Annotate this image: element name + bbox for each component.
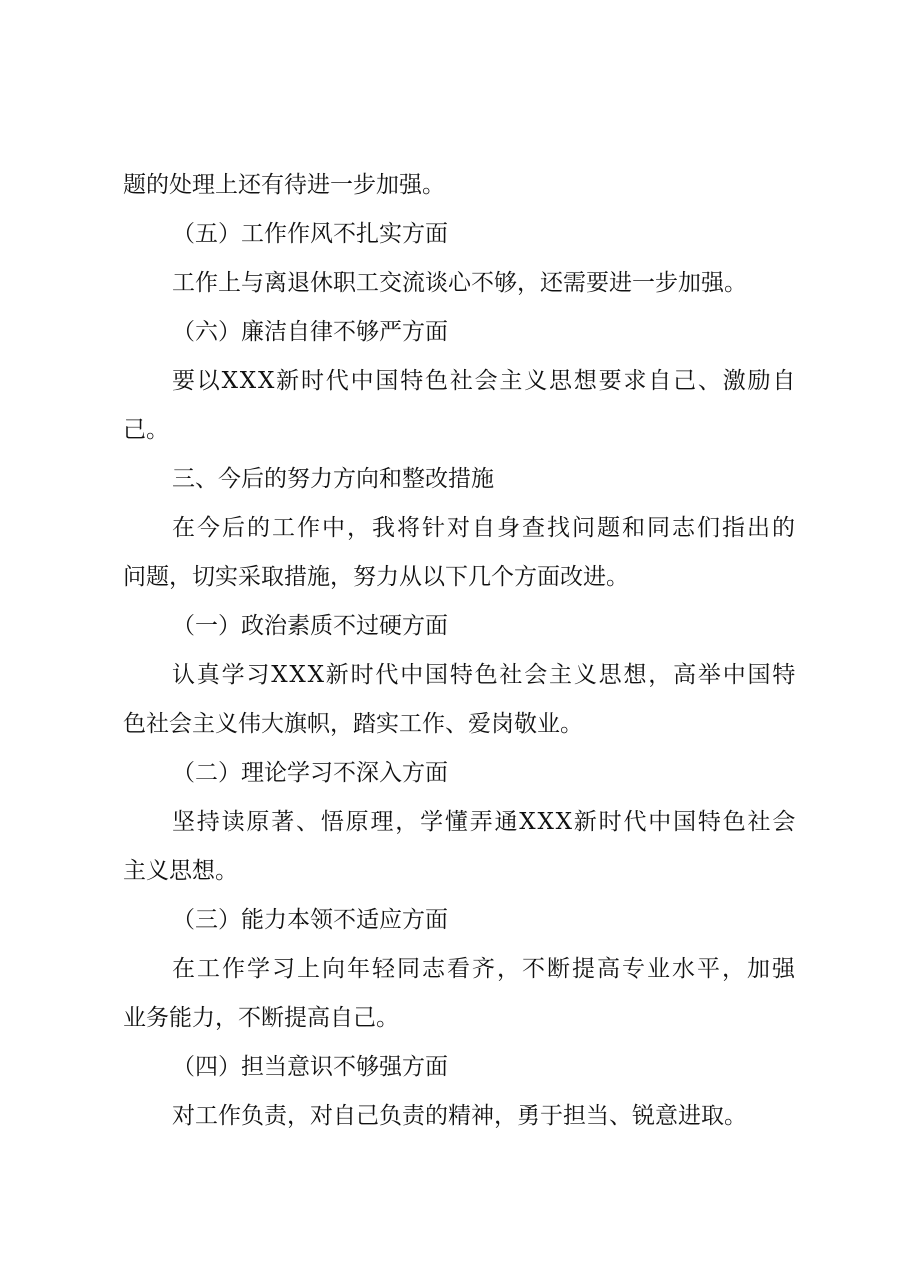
paragraph-line: 对工作负责，对自己负责的精神，勇于担当、锐意进取。 <box>172 1103 747 1129</box>
paragraph-line: 坚持读原著、悟原理，学懂弄通XXX新时代中国特色社会 <box>172 809 798 835</box>
section-heading-6: （六）廉洁自律不够严方面 <box>172 319 448 345</box>
paragraph-line: 认真学习XXX新时代中国特色社会主义思想，高举中国特 <box>172 662 798 688</box>
paragraph-line: 主义思想。 <box>123 858 238 884</box>
section-heading-1: （一）政治素质不过硬方面 <box>172 613 448 639</box>
section-heading-5: （五）工作作风不扎实方面 <box>172 221 448 247</box>
paragraph-line: 己。 <box>123 417 169 443</box>
paragraph-line: 业务能力，不断提高自己。 <box>123 1005 399 1031</box>
paragraph-line: 在工作学习上向年轻同志看齐，不断提高专业水平，加强 <box>172 956 797 982</box>
paragraph-line: 在今后的工作中，我将针对自身查找问题和同志们指出的 <box>172 515 797 541</box>
chapter-heading-3: 三、今后的努力方向和整改措施 <box>172 466 494 492</box>
section-heading-4: （四）担当意识不够强方面 <box>172 1054 448 1080</box>
section-heading-2: （二）理论学习不深入方面 <box>172 760 448 786</box>
paragraph-line: 色社会主义伟大旗帜，踏实工作、爱岗敬业。 <box>123 711 583 737</box>
paragraph-line: 要以XXX新时代中国特色社会主义思想要求自己、激励自 <box>172 368 798 394</box>
paragraph-line: 问题，切实采取措施，努力从以下几个方面改进。 <box>123 564 629 590</box>
paragraph-line: 题的处理上还有待进一步加强。 <box>123 172 445 198</box>
section-heading-3: （三）能力本领不适应方面 <box>172 907 448 933</box>
paragraph-line: 工作上与离退休职工交流谈心不够，还需要进一步加强。 <box>172 270 747 296</box>
